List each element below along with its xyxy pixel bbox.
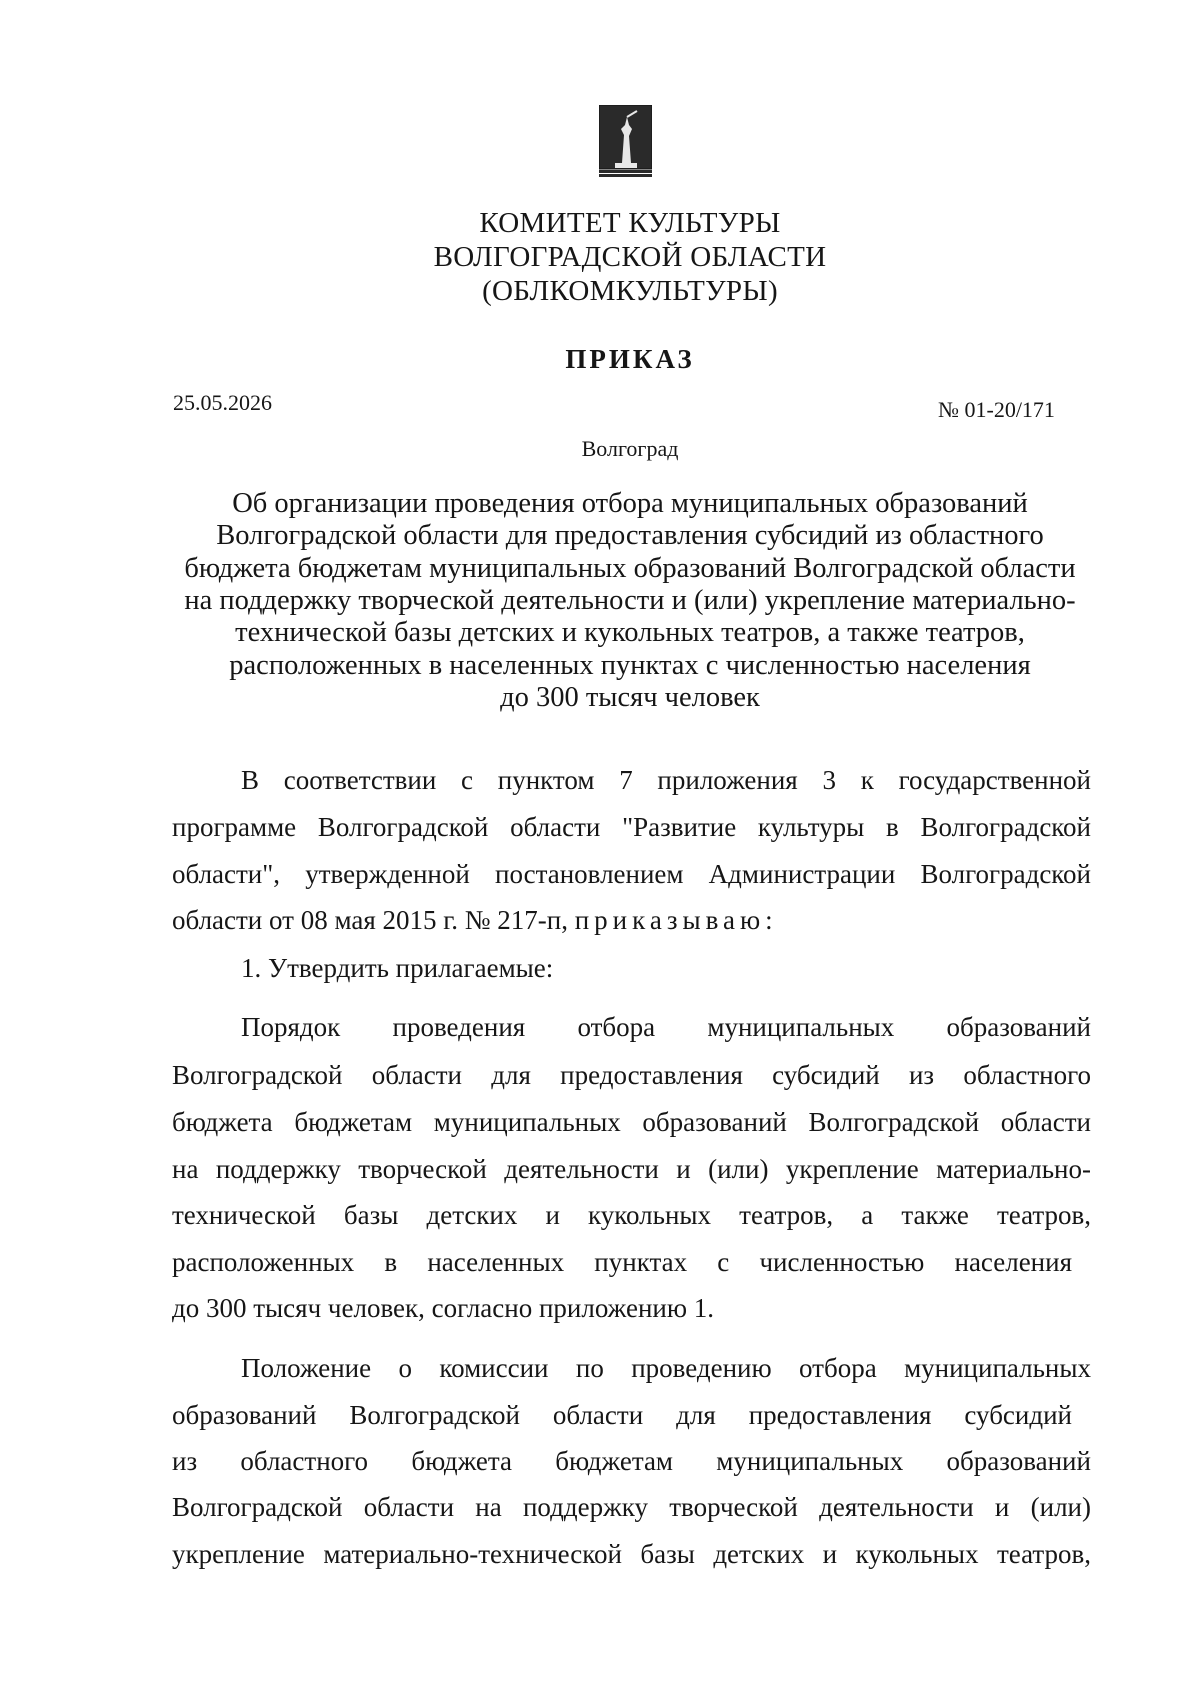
- word: отбора: [577, 1012, 656, 1042]
- subject-line: до 300 тысяч человек: [500, 682, 760, 713]
- org-name-line-1: КОМИТЕТ КУЛЬТУРЫ: [479, 207, 781, 239]
- word: образований: [946, 1012, 1091, 1042]
- word: областного: [240, 1446, 369, 1476]
- word: бюджетам: [555, 1446, 674, 1476]
- word: Порядок: [241, 1012, 341, 1042]
- body-line: [172, 1446, 1091, 1477]
- body-line: расположенных в населенных пунктах с численностью населения: [172, 1247, 1072, 1277]
- order-number: № 01-20/171: [938, 397, 1055, 422]
- body-line: Положение о комиссии по проведению отбора муниципальных: [241, 1353, 1091, 1383]
- word: проведения: [392, 1012, 526, 1042]
- document-type: ПРИКАЗ: [565, 344, 695, 374]
- coat-of-arms-emblem: [599, 105, 652, 177]
- subject-line: бюджета бюджетам муниципальных образований Волгоградской области: [184, 553, 1076, 584]
- subject-line: на поддержку творческой деятельности и (или) укрепление материально-: [184, 585, 1076, 616]
- body-line: бюджета бюджетам муниципальных образований Волгоградской области: [172, 1107, 1091, 1137]
- body-line: программе Волгоградской области "Развитие культуры в Волгоградской: [172, 812, 1091, 842]
- body-line: [172, 905, 778, 936]
- body-line: технической базы детских и кукольных театров, а также театров,: [172, 1200, 1091, 1230]
- list-item: 1. Утвердить прилагаемые:: [241, 953, 554, 983]
- word: образований: [946, 1446, 1091, 1476]
- order-date: 25.05.2026: [173, 390, 272, 415]
- subject-line: технической базы детских и кукольных театров, а также театров,: [235, 617, 1025, 648]
- org-name-line-3: (ОБЛКОМКУЛЬТУРЫ): [482, 275, 778, 307]
- body-text: области от 08 мая 2015 г. № 217-п,: [172, 905, 568, 935]
- body-line: В соответствии с пунктом 7 приложения 3 к государственной: [241, 765, 1091, 795]
- command-word: приказываю:: [574, 905, 778, 935]
- subject-line: расположенных в населенных пунктах с численностью населения: [229, 650, 1031, 681]
- body-line: образований Волгоградской области для предоставления субсидий: [172, 1400, 1072, 1430]
- word: муниципальных: [707, 1012, 895, 1042]
- body-line: на поддержку творческой деятельности и (или) укрепление материально-: [172, 1154, 1091, 1184]
- body-line: укрепление материально-технической базы детских и кукольных театров,: [172, 1539, 1091, 1569]
- subject-line: Об организации проведения отбора муниципальных образований: [232, 488, 1028, 519]
- org-name-line-2: ВОЛГОГРАДСКОЙ ОБЛАСТИ: [433, 241, 827, 273]
- word: из: [172, 1446, 198, 1476]
- word: бюджета: [411, 1446, 512, 1476]
- body-line: Волгоградской области на поддержку творческой деятельности и (или): [172, 1492, 1091, 1522]
- subject-line: Волгоградской области для предоставления субсидий из областного: [216, 520, 1044, 551]
- order-city: Волгоград: [581, 436, 679, 461]
- body-line: Волгоградской области для предоставления субсидий из областного: [172, 1060, 1091, 1090]
- body-line: области", утвержденной постановлением Администрации Волгоградской: [172, 859, 1091, 889]
- body-line: [241, 1012, 1091, 1043]
- body-line: до 300 тысяч человек, согласно приложению 1.: [172, 1293, 715, 1323]
- word: муниципальных: [716, 1446, 904, 1476]
